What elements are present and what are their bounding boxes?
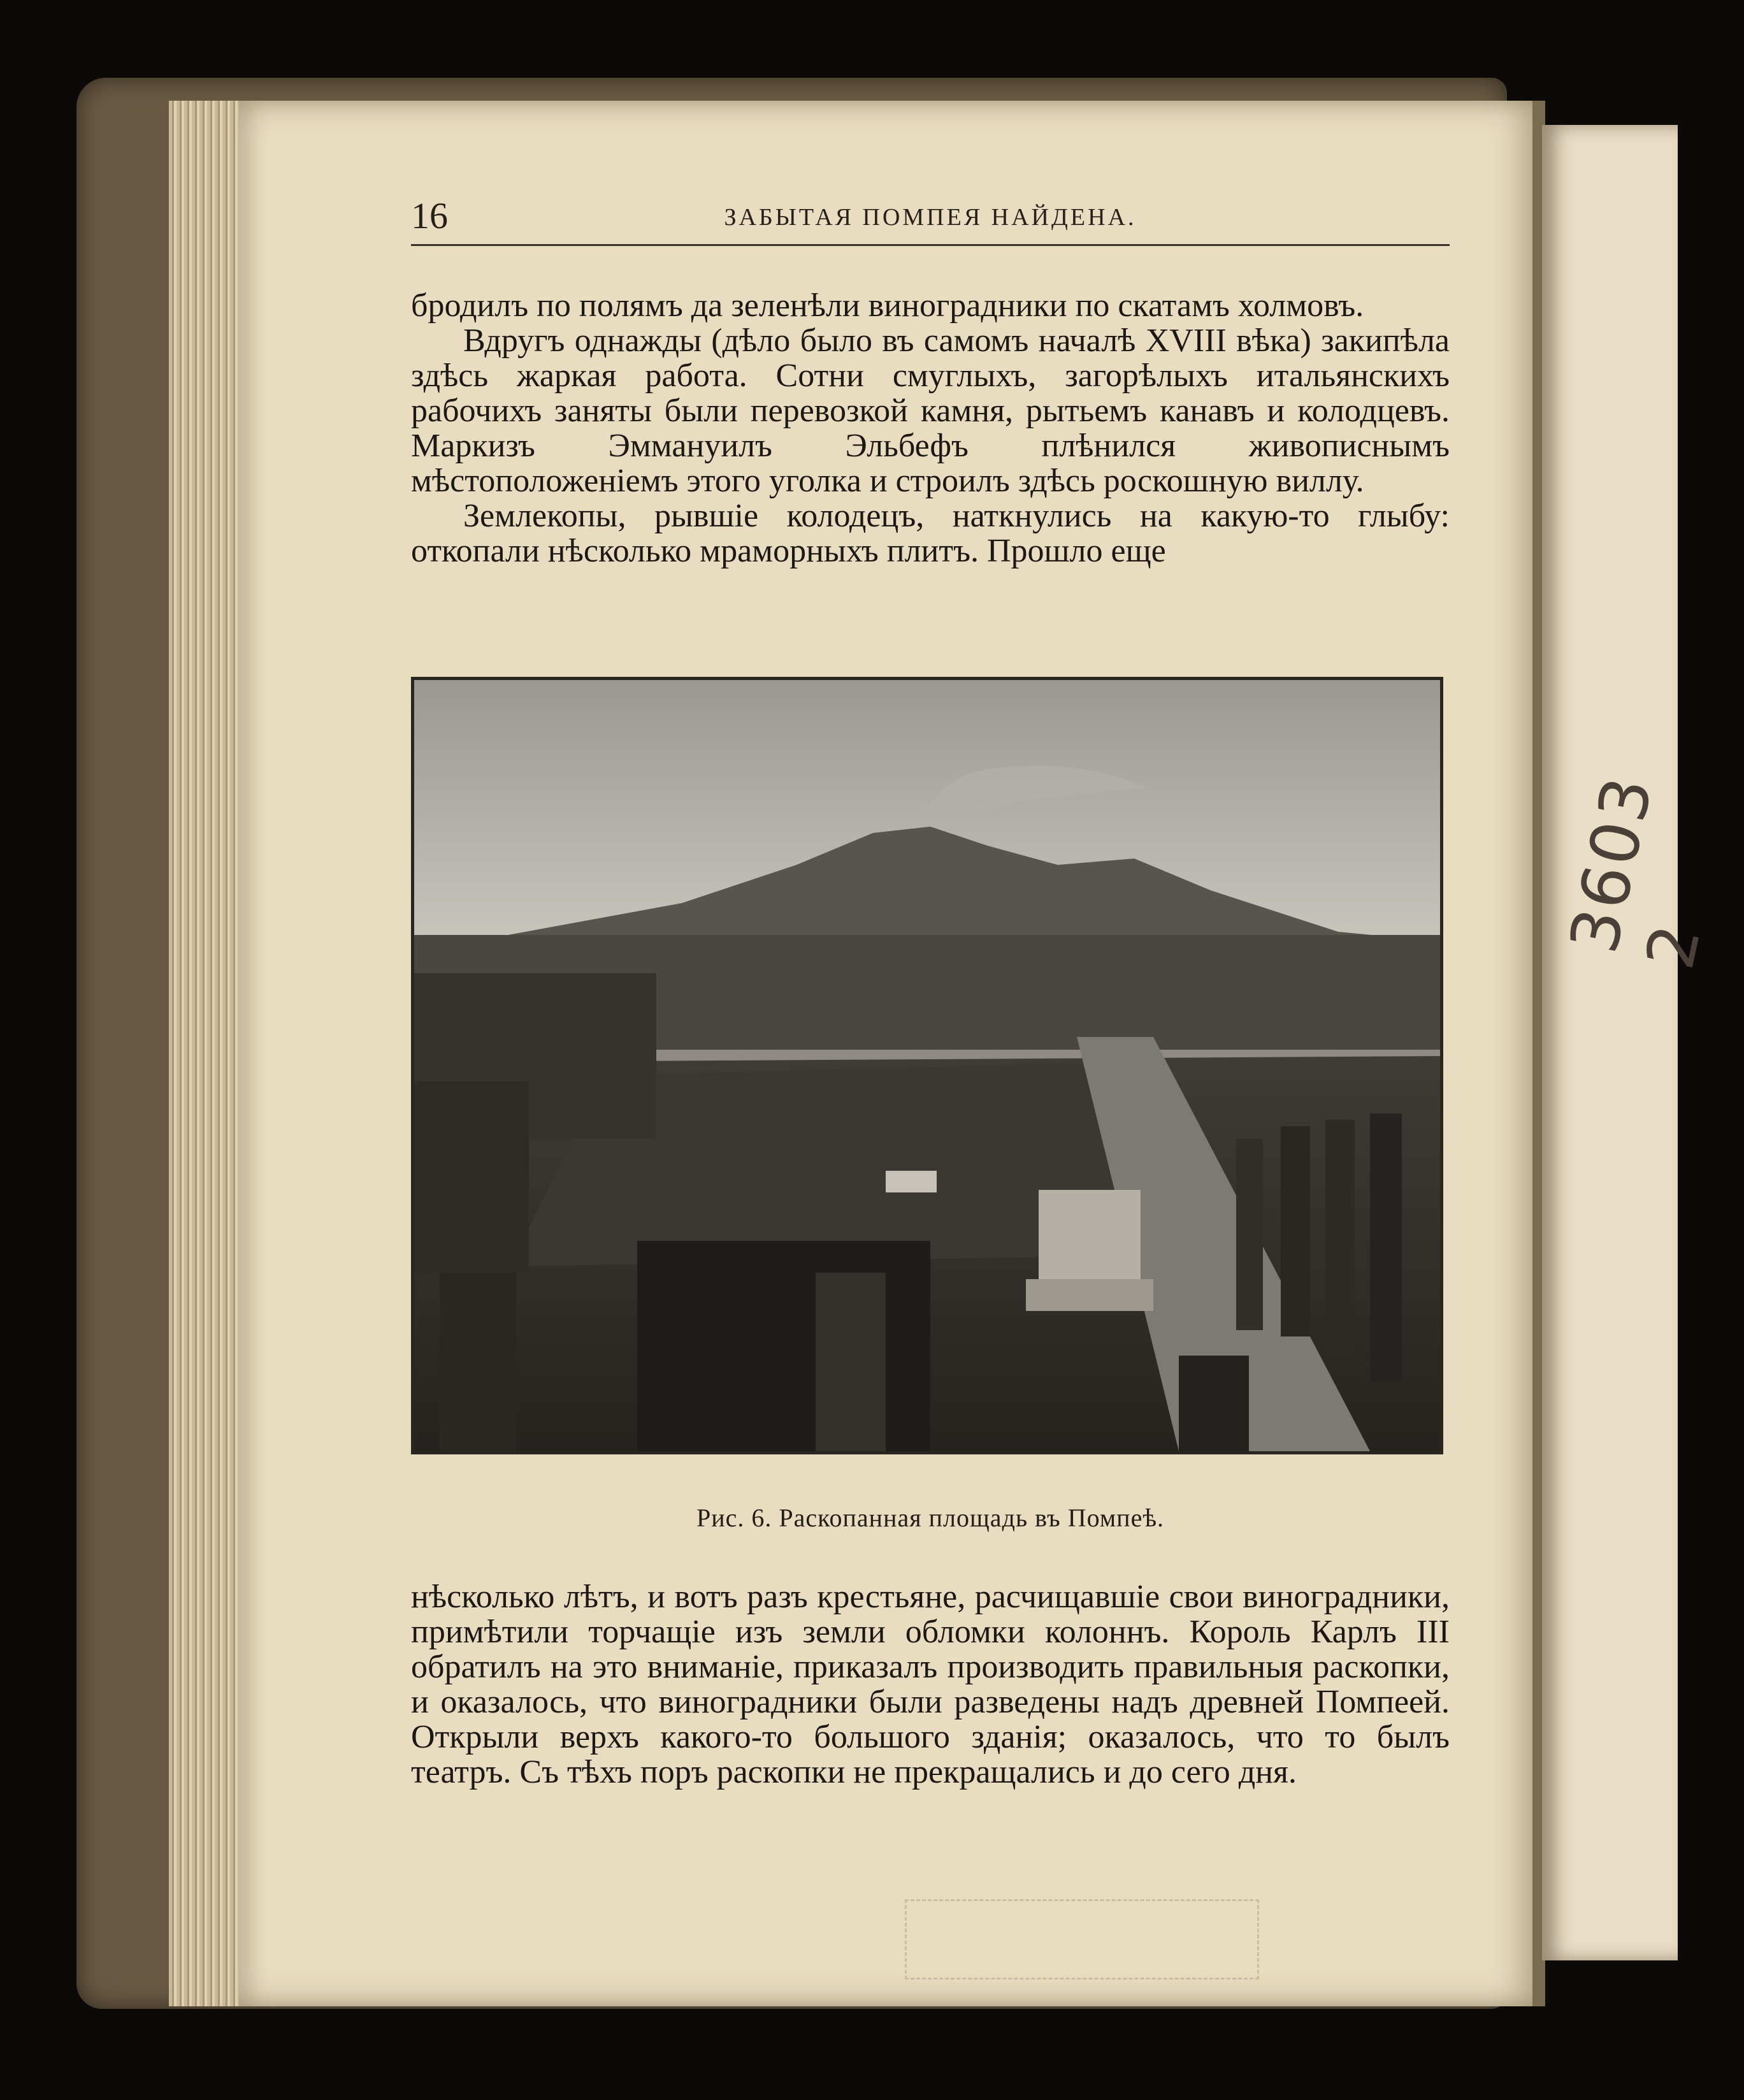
photo-column xyxy=(1325,1120,1355,1356)
photo-ruin-column xyxy=(816,1273,886,1451)
page-header xyxy=(411,194,1450,245)
body-text-top xyxy=(411,288,1450,568)
running-title: ЗАБЫТАЯ ПОМПЕЯ НАЙДЕНА. xyxy=(724,204,1137,231)
body-text-bottom xyxy=(411,1579,1450,1790)
photo-column xyxy=(1370,1113,1402,1381)
photo-column xyxy=(1281,1126,1310,1336)
paragraph: бродилъ по полямъ да зеленѣли виноградники по скатамъ холмовъ. xyxy=(411,287,1364,324)
photo-column-stump xyxy=(1179,1356,1249,1451)
photo-pedestal xyxy=(1039,1190,1141,1285)
photo-column xyxy=(1236,1139,1263,1330)
photo-pedestal-base xyxy=(1026,1279,1153,1311)
handwritten-margin-note: 3603 2 xyxy=(1555,768,1717,976)
paragraph: нѣсколько лѣтъ, и вотъ разъ крестьяне, расчищавшіе свои виноградники, примѣтили торчащіе изъ земли обломки колоннъ. Король Карлъ III обратилъ на это вниманіе, приказалъ производить правильныя раскопки, и оказалось, что виноградники были разведены надъ древней Помпеей. Открыли верхъ какого-то большого зданія; оказалось, что то былъ театръ. Съ тѣхъ поръ раскопки не прекращались и до сего дня. xyxy=(411,1579,1450,1790)
photo-slab xyxy=(886,1171,937,1192)
photo-ruin-wall xyxy=(414,1082,529,1273)
header-rule xyxy=(411,244,1450,246)
figure-caption: Рис. 6. Раскопанная площадь въ Помпеѣ. xyxy=(696,1503,1165,1532)
photo-ruin-column xyxy=(440,1254,516,1451)
photo-ruin-block xyxy=(637,1241,930,1451)
page-edges xyxy=(169,101,239,2006)
library-stamp xyxy=(905,1899,1259,1980)
facing-page-edge xyxy=(1542,125,1678,1960)
paragraph: Землекопы, рывшіе колодецъ, наткнулись на какую-то глыбу: откопали нѣсколько мраморныхъ плитъ. Прошло еще xyxy=(411,498,1450,569)
page-number: 16 xyxy=(411,195,448,236)
paragraph: Вдругъ однажды (дѣло было въ самомъ началѣ XVIII вѣка) закипѣла здѣсь жаркая работа. Сотни смуглыхъ, загорѣлыхъ итальянскихъ рабочихъ заняты были перевозкой камня, рытьемъ канавъ и колодцевъ. Маркизъ Эммануилъ Эльбефъ плѣнился живописнымъ мѣстоположеніемъ этого уголка и строилъ здѣсь роскошную виллу. xyxy=(411,322,1450,499)
figure-photo xyxy=(411,677,1443,1454)
